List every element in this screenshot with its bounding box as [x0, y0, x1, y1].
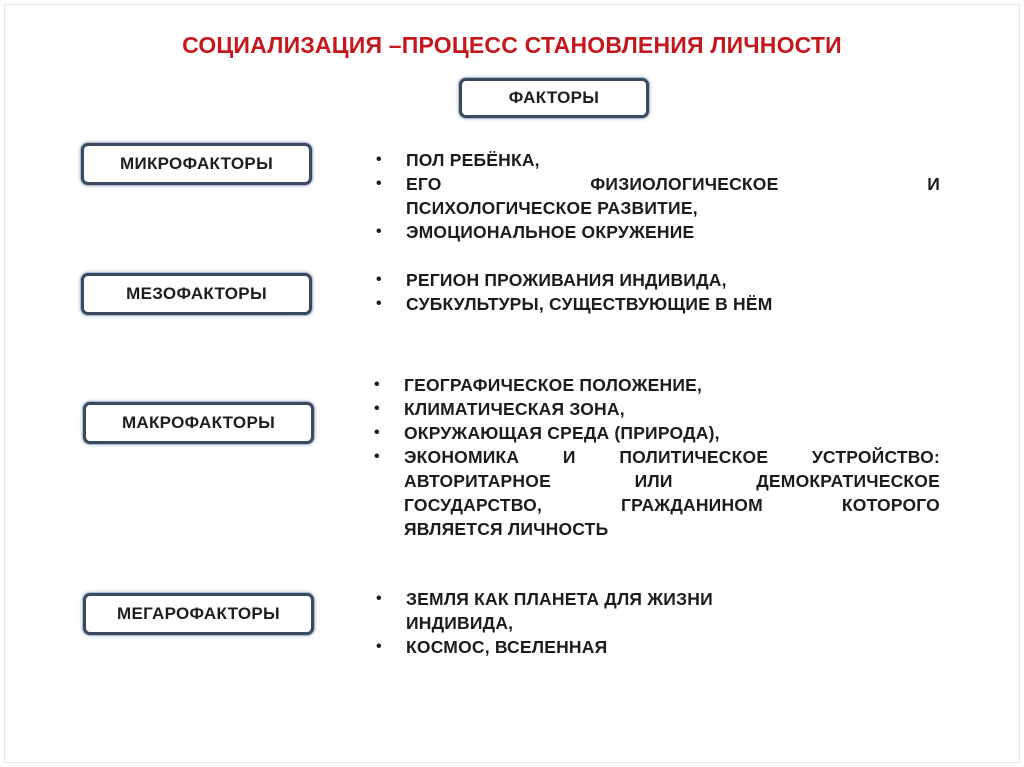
list-item [374, 397, 940, 421]
list-item [376, 635, 940, 659]
megafactors-box [83, 593, 314, 635]
bullet-icon: • [374, 376, 380, 393]
list-item [376, 292, 940, 316]
bullet-icon: • [376, 175, 382, 192]
megafactors-list [376, 587, 940, 659]
megafactors-label: МЕГАРОФАКТОРЫ [117, 604, 280, 623]
macrofactors-list [374, 373, 940, 541]
mesofactors-list [376, 268, 940, 316]
list-item-line: ЗЕМЛЯ КАК ПЛАНЕТА ДЛЯ ЖИЗНИ [406, 589, 713, 609]
list-item-line: ЯВЛЯЕТСЯ ЛИЧНОСТЬ [404, 519, 609, 539]
list-item-line: КЛИМАТИЧЕСКАЯ ЗОНА, [404, 399, 625, 419]
list-item [374, 445, 940, 541]
bullet-icon: • [374, 424, 380, 441]
list-item-line: СУБКУЛЬТУРЫ, СУЩЕСТВУЮЩИЕ В НЁМ [406, 294, 773, 314]
list-item [376, 268, 940, 292]
bullet-icon: • [376, 151, 382, 168]
mesofactors-label: МЕЗОФАКТОРЫ [126, 284, 267, 303]
slide-title: СОЦИАЛИЗАЦИЯ –ПРОЦЕСС СТАНОВЛЕНИЯ ЛИЧНОСТИ [182, 32, 842, 58]
list-item-line: ГОСУДАРСТВО, ГРАЖДАНИНОМ КОТОРОГО [404, 495, 940, 515]
list-item-line: ГЕОГРАФИЧЕСКОЕ ПОЛОЖЕНИЕ, [404, 375, 703, 395]
list-item [376, 220, 940, 244]
list-item-line: ИНДИВИДА, [406, 613, 514, 633]
list-item-line: ПОЛ РЕБЁНКА, [406, 150, 540, 170]
list-item-line: АВТОРИТАРНОЕ ИЛИ ДЕМОКРАТИЧЕСКОЕ [404, 471, 940, 491]
list-item-line: ЭКОНОМИКА И ПОЛИТИЧЕСКОЕ УСТРОЙСТВО: [404, 447, 940, 467]
list-item [376, 587, 940, 635]
list-item [376, 148, 940, 172]
bullet-icon: • [376, 638, 382, 655]
macrofactors-box [83, 402, 314, 444]
list-item-line: ОКРУЖАЮЩАЯ СРЕДА (ПРИРОДА), [404, 423, 720, 443]
bullet-icon: • [376, 590, 382, 607]
factors-box [459, 78, 649, 118]
bullet-icon: • [376, 223, 382, 240]
list-item [374, 421, 940, 445]
bullet-icon: • [374, 400, 380, 417]
list-item-line: ЕГО ФИЗИОЛОГИЧЕСКОЕ И [406, 174, 940, 194]
list-item-line: РЕГИОН ПРОЖИВАНИЯ ИНДИВИДА, [406, 270, 727, 290]
microfactors-list [376, 148, 940, 244]
macrofactors-label: МАКРОФАКТОРЫ [121, 413, 276, 432]
microfactors-box [81, 143, 312, 185]
list-item-line: КОСМОС, ВСЕЛЕННАЯ [406, 637, 608, 657]
list-item-line: ЭМОЦИОНАЛЬНОЕ ОКРУЖЕНИЕ [406, 222, 695, 242]
list-item [374, 373, 940, 397]
bullet-icon: • [376, 271, 382, 288]
list-item-line: ПСИХОЛОГИЧЕСКОЕ РАЗВИТИЕ, [406, 198, 698, 218]
bullet-icon: • [374, 448, 380, 465]
microfactors-label: МИКРОФАКТОРЫ [119, 154, 274, 173]
factors-label: ФАКТОРЫ [508, 88, 600, 107]
bullet-icon: • [376, 295, 382, 312]
list-item [376, 172, 940, 220]
mesofactors-box [81, 273, 312, 315]
